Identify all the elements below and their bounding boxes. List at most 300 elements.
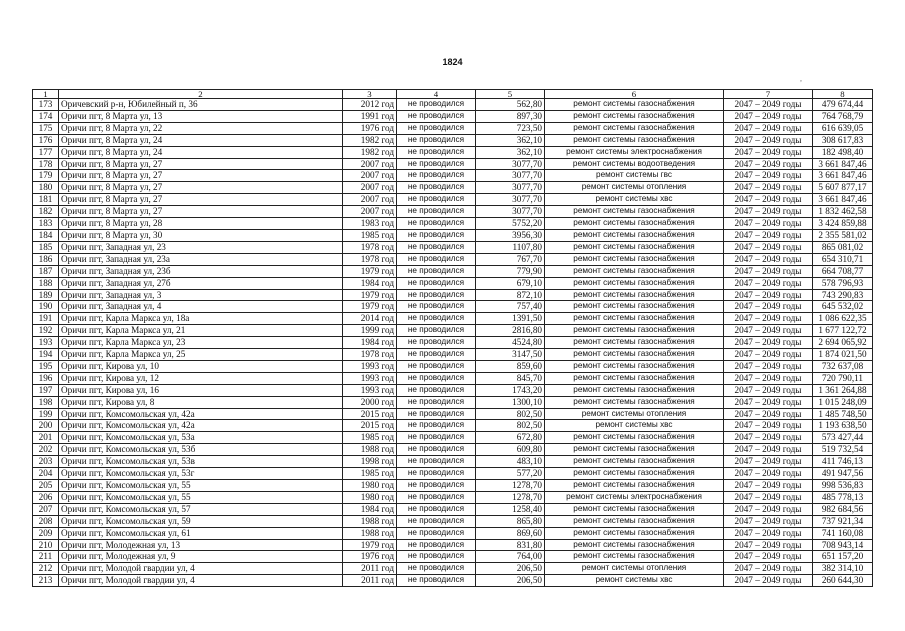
cost-cell: 491 947,56 [813, 468, 873, 480]
area-cell: 3077,70 [476, 206, 545, 218]
row-number: 190 [33, 301, 59, 313]
area-cell: 897,30 [476, 110, 545, 122]
last-repair-cell: не проводился [397, 372, 476, 384]
table-row [33, 277, 873, 289]
work-type-cell: ремонт системы газоснабжения [545, 313, 724, 325]
address-cell: Оричи пгт, 8 Марта ул, 24 [59, 134, 343, 146]
area-cell: 872,10 [476, 289, 545, 301]
year-built-cell: 1976 год [343, 122, 397, 134]
cost-cell: 411 746,13 [813, 456, 873, 468]
row-number: 194 [33, 349, 59, 361]
last-repair-cell: не проводился [397, 456, 476, 468]
cost-cell: 743 290,83 [813, 289, 873, 301]
table-row [33, 122, 873, 134]
cost-cell: 2 355 581,02 [813, 229, 873, 241]
area-cell: 4524,80 [476, 337, 545, 349]
row-number: 205 [33, 480, 59, 492]
table-row [33, 265, 873, 277]
period-cell: 2047 – 2049 годы [724, 491, 813, 503]
year-built-cell: 2011 год [343, 575, 397, 587]
table-row [33, 384, 873, 396]
last-repair-cell: не проводился [397, 229, 476, 241]
area-cell: 3077,70 [476, 194, 545, 206]
year-built-cell: 2007 год [343, 170, 397, 182]
row-number: 213 [33, 575, 59, 587]
last-repair-cell: не проводился [397, 122, 476, 134]
last-repair-cell: не проводился [397, 563, 476, 575]
table-row [33, 99, 873, 111]
table-row [33, 491, 873, 503]
area-cell: 577,20 [476, 468, 545, 480]
year-built-cell: 1998 год [343, 456, 397, 468]
area-cell: 1107,80 [476, 241, 545, 253]
work-type-cell: ремонт системы газоснабжения [545, 480, 724, 492]
last-repair-cell: не проводился [397, 503, 476, 515]
period-cell: 2047 – 2049 годы [724, 325, 813, 337]
last-repair-cell: не проводился [397, 218, 476, 230]
row-number: 198 [33, 396, 59, 408]
year-built-cell: 1978 год [343, 253, 397, 265]
address-cell: Оричи пгт, Комсомольская ул, 53в [59, 456, 343, 468]
last-repair-cell: не проводился [397, 444, 476, 456]
work-type-cell: ремонт системы отопления [545, 408, 724, 420]
year-built-cell: 2007 год [343, 158, 397, 170]
row-number: 212 [33, 563, 59, 575]
row-number: 206 [33, 491, 59, 503]
table-row [33, 253, 873, 265]
area-cell: 3147,50 [476, 349, 545, 361]
area-cell: 362,10 [476, 134, 545, 146]
address-cell: Оричи пгт, Комсомольская ул, 42а [59, 420, 343, 432]
row-number: 180 [33, 182, 59, 194]
year-built-cell: 1982 год [343, 134, 397, 146]
work-type-cell: ремонт системы газоснабжения [545, 277, 724, 289]
row-number: 187 [33, 265, 59, 277]
last-repair-cell: не проводился [397, 575, 476, 587]
area-cell: 672,80 [476, 432, 545, 444]
last-repair-cell: не проводился [397, 99, 476, 111]
last-repair-cell: не проводился [397, 551, 476, 563]
period-cell: 2047 – 2049 годы [724, 289, 813, 301]
year-built-cell: 2014 год [343, 313, 397, 325]
year-built-cell: 2011 год [343, 563, 397, 575]
row-number: 182 [33, 206, 59, 218]
cost-cell: 573 427,44 [813, 432, 873, 444]
area-cell: 802,50 [476, 420, 545, 432]
year-built-cell: 2007 год [343, 182, 397, 194]
year-built-cell: 1991 год [343, 110, 397, 122]
last-repair-cell: не проводился [397, 241, 476, 253]
work-type-cell: ремонт системы отопления [545, 182, 724, 194]
table-row [33, 408, 873, 420]
row-number: 178 [33, 158, 59, 170]
cost-cell: 664 708,77 [813, 265, 873, 277]
last-repair-cell: не проводился [397, 539, 476, 551]
period-cell: 2047 – 2049 годы [724, 277, 813, 289]
address-cell: Оричи пгт, Комсомольская ул, 42а [59, 408, 343, 420]
cost-cell: 3 424 859,88 [813, 218, 873, 230]
cost-cell: 1 015 248,09 [813, 396, 873, 408]
last-repair-cell: не проводился [397, 110, 476, 122]
period-cell: 2047 – 2049 годы [724, 539, 813, 551]
address-cell: Оричи пгт, Западная ул, 23б [59, 265, 343, 277]
year-built-cell: 1993 год [343, 360, 397, 372]
area-cell: 1258,40 [476, 503, 545, 515]
area-cell: 2816,80 [476, 325, 545, 337]
address-cell: Оричи пгт, 8 Марта ул, 28 [59, 218, 343, 230]
row-number: 200 [33, 420, 59, 432]
address-cell: Оричи пгт, Комсомольская ул, 55 [59, 480, 343, 492]
cost-cell: 720 790,11 [813, 372, 873, 384]
area-cell: 483,10 [476, 456, 545, 468]
period-cell: 2047 – 2049 годы [724, 515, 813, 527]
year-built-cell: 1979 год [343, 289, 397, 301]
last-repair-cell: не проводился [397, 182, 476, 194]
work-type-cell: ремонт системы гвс [545, 170, 724, 182]
last-repair-cell: не проводился [397, 432, 476, 444]
row-number: 179 [33, 170, 59, 182]
work-type-cell: ремонт системы газоснабжения [545, 539, 724, 551]
period-cell: 2047 – 2049 годы [724, 265, 813, 277]
area-cell: 609,80 [476, 444, 545, 456]
period-cell: 2047 – 2049 годы [724, 551, 813, 563]
last-repair-cell: не проводился [397, 313, 476, 325]
period-cell: 2047 – 2049 годы [724, 432, 813, 444]
row-number: 174 [33, 110, 59, 122]
work-type-cell: ремонт системы электроснабжения [545, 146, 724, 158]
work-type-cell: ремонт системы газоснабжения [545, 218, 724, 230]
area-cell: 869,60 [476, 527, 545, 539]
period-cell: 2047 – 2049 годы [724, 99, 813, 111]
period-cell: 2047 – 2049 годы [724, 241, 813, 253]
address-cell: Оричи пгт, Западная ул, 4 [59, 301, 343, 313]
work-type-cell: ремонт системы газоснабжения [545, 444, 724, 456]
last-repair-cell: не проводился [397, 194, 476, 206]
period-cell: 2047 – 2049 годы [724, 218, 813, 230]
table-body [33, 99, 873, 587]
row-number: 186 [33, 253, 59, 265]
address-cell: Оричи пгт, Западная ул, 3 [59, 289, 343, 301]
area-cell: 1300,10 [476, 396, 545, 408]
period-cell: 2047 – 2049 годы [724, 301, 813, 313]
work-type-cell: ремонт системы газоснабжения [545, 551, 724, 563]
address-cell: Оричи пгт, Комсомольская ул, 55 [59, 491, 343, 503]
area-cell: 865,80 [476, 515, 545, 527]
cost-cell: 1 361 264,88 [813, 384, 873, 396]
row-number: 196 [33, 372, 59, 384]
cost-cell: 865 081,02 [813, 241, 873, 253]
last-repair-cell: не проводился [397, 265, 476, 277]
area-cell: 1278,70 [476, 480, 545, 492]
row-number: 192 [33, 325, 59, 337]
row-number: 185 [33, 241, 59, 253]
last-repair-cell: не проводился [397, 360, 476, 372]
address-cell: Оричи пгт, Молодой гвардии ул, 4 [59, 563, 343, 575]
address-cell: Оричи пгт, Кирова ул, 10 [59, 360, 343, 372]
table-row [33, 396, 873, 408]
header-cell: 2 [59, 90, 343, 99]
table-row [33, 170, 873, 182]
work-type-cell: ремонт системы водоотведения [545, 158, 724, 170]
address-cell: Оричи пгт, Кирова ул, 12 [59, 372, 343, 384]
row-number: 207 [33, 503, 59, 515]
address-cell: Оричи пгт, Комсомольская ул, 61 [59, 527, 343, 539]
table-row [33, 527, 873, 539]
work-type-cell: ремонт системы газоснабжения [545, 229, 724, 241]
cost-cell: 3 661 847,46 [813, 170, 873, 182]
work-type-cell: ремонт системы хвс [545, 575, 724, 587]
period-cell: 2047 – 2049 годы [724, 349, 813, 361]
year-built-cell: 1979 год [343, 539, 397, 551]
table-row [33, 289, 873, 301]
address-cell: Оричи пгт, Кирова ул, 8 [59, 396, 343, 408]
table-row [33, 229, 873, 241]
year-built-cell: 1978 год [343, 241, 397, 253]
period-cell: 2047 – 2049 годы [724, 158, 813, 170]
header-cell: 8 [813, 90, 873, 99]
cost-cell: 260 644,30 [813, 575, 873, 587]
address-cell: Оричи пгт, Комсомольская ул, 53г [59, 468, 343, 480]
area-cell: 1743,20 [476, 384, 545, 396]
year-built-cell: 1982 год [343, 146, 397, 158]
work-type-cell: ремонт системы газоснабжения [545, 253, 724, 265]
row-number: 175 [33, 122, 59, 134]
year-built-cell: 1984 год [343, 277, 397, 289]
last-repair-cell: не проводился [397, 420, 476, 432]
cost-cell: 651 157,20 [813, 551, 873, 563]
cost-cell: 485 778,13 [813, 491, 873, 503]
work-type-cell: ремонт системы газоснабжения [545, 456, 724, 468]
work-type-cell: ремонт системы газоснабжения [545, 206, 724, 218]
address-cell: Оричи пгт, Комсомольская ул, 57 [59, 503, 343, 515]
address-cell: Оричи пгт, 8 Марта ул, 27 [59, 158, 343, 170]
year-built-cell: 1988 год [343, 527, 397, 539]
last-repair-cell: не проводился [397, 396, 476, 408]
table-row [33, 444, 873, 456]
year-built-cell: 1980 год [343, 480, 397, 492]
cost-cell: 308 617,83 [813, 134, 873, 146]
period-cell: 2047 – 2049 годы [724, 313, 813, 325]
cost-cell: 578 796,93 [813, 277, 873, 289]
row-number: 203 [33, 456, 59, 468]
row-number: 202 [33, 444, 59, 456]
year-built-cell: 1988 год [343, 515, 397, 527]
period-cell: 2047 – 2049 годы [724, 229, 813, 241]
last-repair-cell: не проводился [397, 527, 476, 539]
period-cell: 2047 – 2049 годы [724, 456, 813, 468]
cost-cell: 1 874 021,50 [813, 349, 873, 361]
last-repair-cell: не проводился [397, 491, 476, 503]
scan-mark: , [800, 74, 802, 83]
period-cell: 2047 – 2049 годы [724, 396, 813, 408]
address-cell: Оричи пгт, Кирова ул, 16 [59, 384, 343, 396]
cost-cell: 519 732,54 [813, 444, 873, 456]
work-type-cell: ремонт системы газоснабжения [545, 122, 724, 134]
work-type-cell: ремонт системы газоснабжения [545, 241, 724, 253]
cost-cell: 2 694 065,92 [813, 337, 873, 349]
table-row [33, 575, 873, 587]
table-row [33, 468, 873, 480]
header-cell: 1 [33, 90, 59, 99]
work-type-cell: ремонт системы газоснабжения [545, 289, 724, 301]
cost-cell: 998 536,83 [813, 480, 873, 492]
address-cell: Оричи пгт, 8 Марта ул, 24 [59, 146, 343, 158]
year-built-cell: 2015 год [343, 420, 397, 432]
work-type-cell: ремонт системы газоснабжения [545, 527, 724, 539]
area-cell: 679,10 [476, 277, 545, 289]
year-built-cell: 1980 год [343, 491, 397, 503]
row-number: 204 [33, 468, 59, 480]
period-cell: 2047 – 2049 годы [724, 170, 813, 182]
table-row [33, 372, 873, 384]
year-built-cell: 1984 год [343, 337, 397, 349]
last-repair-cell: не проводился [397, 253, 476, 265]
table-row [33, 349, 873, 361]
last-repair-cell: не проводился [397, 146, 476, 158]
table-row [33, 360, 873, 372]
cost-cell: 182 498,40 [813, 146, 873, 158]
row-number: 209 [33, 527, 59, 539]
period-cell: 2047 – 2049 годы [724, 408, 813, 420]
area-cell: 757,40 [476, 301, 545, 313]
table-row [33, 551, 873, 563]
year-built-cell: 1993 год [343, 372, 397, 384]
work-type-cell: ремонт системы газоснабжения [545, 360, 724, 372]
work-type-cell: ремонт системы газоснабжения [545, 396, 724, 408]
row-number: 176 [33, 134, 59, 146]
cost-cell: 1 485 748,50 [813, 408, 873, 420]
table-row [33, 337, 873, 349]
address-cell: Оричи пгт, Молодежная ул, 9 [59, 551, 343, 563]
work-type-cell: ремонт системы газоснабжения [545, 515, 724, 527]
header-cell: 6 [545, 90, 724, 99]
cost-cell: 741 160,08 [813, 527, 873, 539]
address-cell: Оричи пгт, Комсомольская ул, 59 [59, 515, 343, 527]
address-cell: Оричи пгт, Карла Маркса ул, 21 [59, 325, 343, 337]
table-row [33, 206, 873, 218]
last-repair-cell: не проводился [397, 277, 476, 289]
last-repair-cell: не проводился [397, 349, 476, 361]
period-cell: 2047 – 2049 годы [724, 575, 813, 587]
period-cell: 2047 – 2049 годы [724, 480, 813, 492]
address-cell: Оричи пгт, Комсомольская ул, 53а [59, 432, 343, 444]
work-type-cell: ремонт системы газоснабжения [545, 503, 724, 515]
table-row [33, 563, 873, 575]
year-built-cell: 1979 год [343, 265, 397, 277]
cost-cell: 732 637,08 [813, 360, 873, 372]
table-row [33, 539, 873, 551]
work-type-cell: ремонт системы газоснабжения [545, 372, 724, 384]
work-type-cell: ремонт системы газоснабжения [545, 325, 724, 337]
cost-cell: 3 661 847,46 [813, 158, 873, 170]
work-type-cell: ремонт системы отопления [545, 563, 724, 575]
table-row [33, 432, 873, 444]
row-number: 211 [33, 551, 59, 563]
cost-cell: 982 684,56 [813, 503, 873, 515]
period-cell: 2047 – 2049 годы [724, 444, 813, 456]
work-type-cell: ремонт системы газоснабжения [545, 110, 724, 122]
work-type-cell: ремонт системы газоснабжения [545, 468, 724, 480]
year-built-cell: 2007 год [343, 206, 397, 218]
period-cell: 2047 – 2049 годы [724, 468, 813, 480]
table-row [33, 456, 873, 468]
cost-cell: 1 832 462,58 [813, 206, 873, 218]
table-row [33, 110, 873, 122]
address-cell: Оричи пгт, 8 Марта ул, 22 [59, 122, 343, 134]
address-cell: Оричи пгт, Западная ул, 23 [59, 241, 343, 253]
cost-cell: 645 532,02 [813, 301, 873, 313]
row-number: 173 [33, 99, 59, 111]
address-cell: Оричи пгт, 8 Марта ул, 30 [59, 229, 343, 241]
area-cell: 831,80 [476, 539, 545, 551]
period-cell: 2047 – 2049 годы [724, 110, 813, 122]
area-cell: 1391,50 [476, 313, 545, 325]
period-cell: 2047 – 2049 годы [724, 182, 813, 194]
work-type-cell: ремонт системы электроснабжения [545, 491, 724, 503]
address-cell: Оричи пгт, 8 Марта ул, 27 [59, 170, 343, 182]
year-built-cell: 1983 год [343, 218, 397, 230]
row-number: 183 [33, 218, 59, 230]
period-cell: 2047 – 2049 годы [724, 384, 813, 396]
row-number: 181 [33, 194, 59, 206]
header-cell: 4 [397, 90, 476, 99]
table-row [33, 325, 873, 337]
table-row [33, 480, 873, 492]
work-type-cell: ремонт системы газоснабжения [545, 384, 724, 396]
last-repair-cell: не проводился [397, 206, 476, 218]
period-cell: 2047 – 2049 годы [724, 122, 813, 134]
row-number: 197 [33, 384, 59, 396]
area-cell: 5752,20 [476, 218, 545, 230]
year-built-cell: 1984 год [343, 503, 397, 515]
area-cell: 3077,70 [476, 170, 545, 182]
cost-cell: 1 193 638,50 [813, 420, 873, 432]
year-built-cell: 1993 год [343, 384, 397, 396]
area-cell: 764,00 [476, 551, 545, 563]
year-built-cell: 1985 год [343, 432, 397, 444]
row-number: 199 [33, 408, 59, 420]
address-cell: Оричи пгт, Западная ул, 27б [59, 277, 343, 289]
row-number: 195 [33, 360, 59, 372]
area-cell: 562,80 [476, 99, 545, 111]
period-cell: 2047 – 2049 годы [724, 420, 813, 432]
work-type-cell: ремонт системы хвс [545, 420, 724, 432]
period-cell: 2047 – 2049 годы [724, 146, 813, 158]
header-cell: 5 [476, 90, 545, 99]
area-cell: 206,50 [476, 575, 545, 587]
cost-cell: 654 310,71 [813, 253, 873, 265]
header-row [33, 90, 873, 99]
cost-cell: 3 661 847,46 [813, 194, 873, 206]
work-type-cell: ремонт системы газоснабжения [545, 265, 724, 277]
address-cell: Оричи пгт, 8 Марта ул, 27 [59, 194, 343, 206]
area-cell: 206,50 [476, 563, 545, 575]
area-cell: 3956,30 [476, 229, 545, 241]
row-number: 191 [33, 313, 59, 325]
year-built-cell: 2007 год [343, 194, 397, 206]
last-repair-cell: не проводился [397, 337, 476, 349]
address-cell: Оричевский р-н, Юбилейный п, 36 [59, 99, 343, 111]
last-repair-cell: не проводился [397, 325, 476, 337]
last-repair-cell: не проводился [397, 480, 476, 492]
area-cell: 845,70 [476, 372, 545, 384]
work-type-cell: ремонт системы газоснабжения [545, 99, 724, 111]
address-cell: Оричи пгт, Западная ул, 23а [59, 253, 343, 265]
work-type-cell: ремонт системы газоснабжения [545, 301, 724, 313]
work-type-cell: ремонт системы хвс [545, 194, 724, 206]
last-repair-cell: не проводился [397, 408, 476, 420]
last-repair-cell: не проводился [397, 515, 476, 527]
